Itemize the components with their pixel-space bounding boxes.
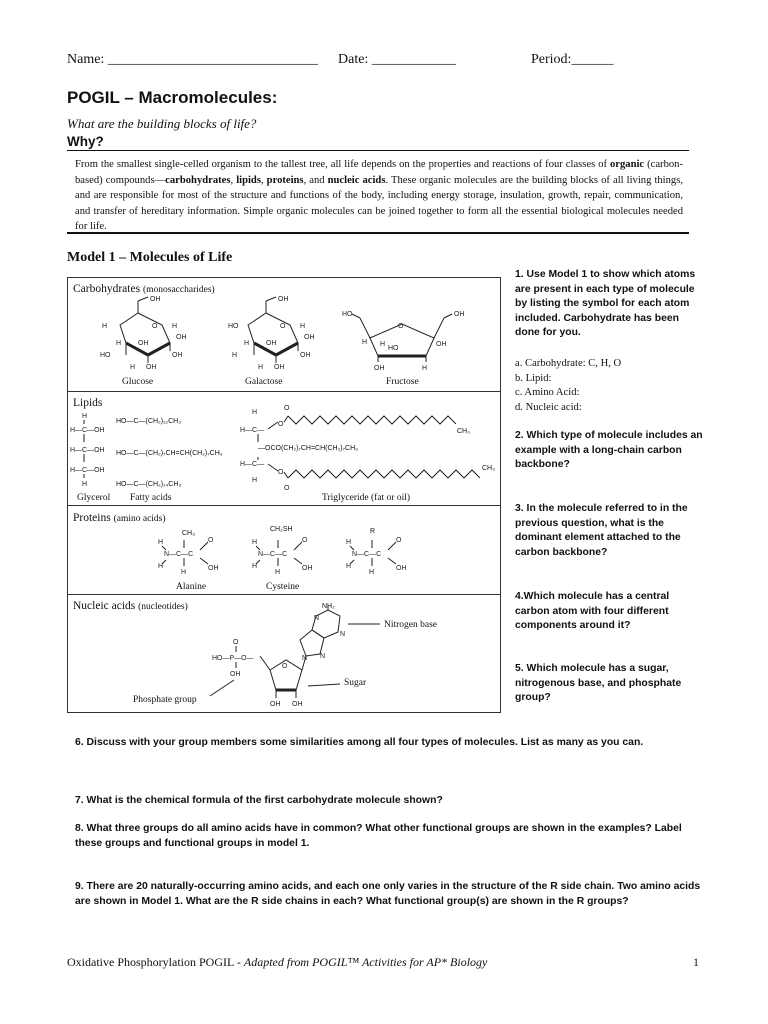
svg-text:O: O (284, 485, 290, 492)
triglyceride-ch3-top: CH₃ (457, 428, 470, 435)
svg-text:OH: OH (176, 334, 187, 341)
cysteine-structure (252, 530, 322, 578)
fatty-acid-1: HO—C—(CH₂)₁₂CH₃ (116, 418, 182, 425)
fatty-acid-3: HO—C—(CH₂)₁₄CH₃ (116, 481, 182, 488)
divider-nucleic (67, 594, 501, 595)
svg-text:H—C—OH: H—C—OH (70, 447, 105, 454)
svg-text:H: H (82, 413, 88, 420)
svg-text:H—C—: H—C— (240, 427, 265, 434)
svg-text:H: H (232, 352, 238, 359)
question-6: 6. Discuss with your group members some similarities among all four types of molecules. List as many as you can. (75, 737, 644, 748)
svg-text:H—C—OH: H—C—OH (70, 467, 105, 474)
svg-text:HO: HO (388, 345, 399, 352)
svg-text:OH: OH (300, 352, 311, 359)
svg-text:H: H (130, 364, 136, 371)
svg-text:N—C—C: N—C—C (164, 551, 194, 558)
question-1-options (515, 357, 703, 415)
svg-text:H: H (275, 569, 281, 576)
svg-text:O: O (233, 639, 239, 646)
intro-paragraph: From the smallest single-celled organism to the tallest tree, all life depends on the properties and reactions of four classes of organic (carbon-based) compounds—carbohydrates, lipids, proteins, and nucleic acids. These organic molecules are the building blocks of all living things, and are responsible for most of the structure and functions of the body, including energy storage, insulation, growth, repair, communication, and transfer of hereditary information. Simple organic molecules can be joined together to form all the essential biological molecules needed for life. (75, 159, 683, 232)
svg-text:N: N (320, 653, 326, 660)
svg-text:O: O (278, 421, 284, 428)
cysteine-side-chain: CH₂SH (270, 526, 293, 533)
date-field[interactable]: Date: ____________ (338, 52, 456, 67)
question-1: 1. Use Model 1 to show which atoms are present in each type of molecule by listing the symbol for each atom included. Carbohydrate has been done for you. (515, 269, 696, 339)
page-title: POGIL – Macromolecules: (67, 88, 278, 107)
svg-text:OH: OH (304, 334, 315, 341)
option-b: b. Lipid: (515, 372, 552, 384)
fatty-acid-2: HO—C—(CH₂)₇CH=CH(CH₂)₇CH₃ (116, 450, 223, 457)
divider-lipids (67, 391, 501, 392)
proteins-label: Proteins (amino acids) (73, 512, 166, 524)
svg-text:H: H (172, 323, 178, 330)
svg-text:OH: OH (150, 296, 161, 303)
question-5: 5. Which molecule has a sugar, nitrogenous base, and phosphate group? (515, 663, 682, 704)
alanine-caption: Alanine (176, 582, 207, 592)
svg-text:O: O (280, 323, 286, 330)
svg-text:O: O (396, 537, 402, 544)
svg-text:N—C—C: N—C—C (258, 551, 288, 558)
svg-text:H: H (300, 323, 306, 330)
glycerol-caption: Glycerol (77, 493, 111, 503)
svg-text:H: H (244, 340, 250, 347)
svg-text:N—C—C: N—C—C (352, 551, 382, 558)
question-3: 3. In the molecule referred to in the previous question, what is the dominant element attached to the carbon backbone? (515, 503, 688, 558)
svg-text:OH: OH (454, 311, 465, 318)
svg-text:OH: OH (172, 352, 183, 359)
page-number: 1 (693, 955, 699, 969)
question-9: 9. There are 20 naturally-occurring amino acids, and each one only varies in the structure of the R side chain. Two amino acids are shown in Model 1. What are the R side chains in each? What functional group(s) are shown in the R groups? (75, 881, 701, 907)
option-c: c. Amino Acid: (515, 387, 580, 399)
svg-text:H: H (369, 569, 375, 576)
option-a: a. Carbohydrate: C, H, O (515, 358, 622, 369)
svg-text:N: N (314, 615, 320, 622)
nh2-label: NH₂ (322, 603, 335, 610)
generic-r-group: R (370, 528, 376, 535)
svg-text:OH: OH (278, 296, 289, 303)
why-heading: Why? (67, 134, 104, 149)
carbohydrates-label: Carbohydrates (monosaccharides) (73, 283, 215, 295)
svg-text:N: N (302, 655, 308, 662)
alanine-structure (158, 530, 228, 578)
svg-text:H: H (422, 365, 428, 372)
svg-text:H: H (252, 539, 258, 546)
svg-text:HO: HO (228, 323, 239, 330)
name-field[interactable]: Name: ______________________________ (67, 52, 318, 67)
svg-text:OH: OH (208, 565, 219, 572)
option-d: d. Nucleic acid: (515, 401, 582, 413)
question-8: 8. What three groups do all amino acids have in common? What other functional groups are shown in the examples? Label these groups and functional groups in model 1. (75, 823, 682, 849)
nucleotide-structure (210, 610, 390, 710)
svg-text:H: H (346, 563, 352, 570)
svg-text:N: N (340, 631, 346, 638)
triglyceride-caption: Triglyceride (fat or oil) (322, 493, 411, 503)
svg-text:OH: OH (266, 340, 277, 347)
phosphate-group-label: Phosphate group (133, 695, 197, 705)
glycerol-structure (70, 412, 110, 492)
galactose-caption: Galactose (245, 377, 283, 387)
svg-text:O: O (208, 537, 214, 544)
generic-amino-acid-structure (346, 530, 416, 578)
nucleic-acids-label: Nucleic acids (nucleotides) (73, 600, 188, 612)
model-title: Model 1 – Molecules of Life (67, 250, 233, 265)
svg-text:OH: OH (146, 364, 157, 371)
svg-text:OH: OH (374, 365, 385, 372)
page-subtitle: What are the building blocks of life? (67, 116, 257, 131)
svg-text:H—C—OH: H—C—OH (70, 427, 105, 434)
nitrogen-base-label: Nitrogen base (384, 620, 438, 630)
svg-text:O: O (282, 663, 288, 670)
svg-text:H: H (102, 323, 108, 330)
lipids-label: Lipids (73, 397, 103, 409)
intro-bottom-rule (67, 232, 689, 234)
svg-text:OH: OH (302, 565, 313, 572)
svg-text:H: H (82, 481, 88, 488)
triglyceride-middle-chain: —OCO(CH₂)₇CH=CH(CH₂)₇CH₃ (258, 445, 359, 452)
svg-text:H: H (252, 563, 258, 570)
svg-text:O: O (284, 405, 290, 412)
svg-text:H: H (362, 339, 368, 346)
svg-text:H—C—: H—C— (240, 461, 265, 468)
sugar-label: Sugar (344, 678, 367, 688)
svg-text:OH: OH (270, 701, 281, 708)
alanine-side-chain: CH₃ (182, 530, 195, 537)
question-2: 2. Which type of molecule includes an example with a long-chain carbon backbone? (515, 430, 703, 471)
svg-text:H: H (252, 409, 258, 416)
period-field[interactable]: Period:______ (531, 52, 614, 67)
svg-text:H: H (116, 340, 122, 347)
svg-text:H: H (181, 569, 187, 576)
svg-text:O: O (302, 537, 308, 544)
fructose-caption: Fructose (386, 377, 419, 387)
fatty-acids-caption: Fatty acids (130, 493, 172, 503)
svg-text:O: O (278, 469, 284, 476)
cysteine-caption: Cysteine (266, 582, 300, 592)
svg-text:OH: OH (292, 701, 303, 708)
galactose-structure (228, 295, 318, 375)
question-4: 4.Which molecule has a central carbon atom with four different components around it? (515, 591, 670, 632)
svg-text:HO: HO (342, 311, 353, 318)
top-rule (67, 150, 689, 151)
footer-text: Oxidative Phosphorylation POGIL - Adapted from POGIL™ Activities for AP* Biology (67, 955, 488, 969)
triglyceride-ch3-bottom: CH₃ (482, 465, 495, 472)
svg-text:OH: OH (138, 340, 149, 347)
svg-text:O: O (398, 323, 404, 330)
svg-text:OH: OH (436, 341, 447, 348)
fructose-structure (340, 298, 470, 378)
svg-text:OH: OH (274, 364, 285, 371)
svg-text:H: H (380, 341, 386, 348)
svg-text:HO: HO (100, 352, 111, 359)
svg-text:H: H (158, 563, 164, 570)
svg-text:H: H (252, 477, 258, 484)
glucose-caption: Glucose (122, 377, 154, 387)
svg-text:HO—P—O—: HO—P—O— (212, 655, 254, 662)
divider-proteins (67, 505, 501, 506)
svg-text:H: H (158, 539, 164, 546)
svg-text:OH: OH (396, 565, 407, 572)
question-7: 7. What is the chemical formula of the first carbohydrate molecule shown? (75, 795, 443, 806)
svg-text:O: O (152, 323, 158, 330)
svg-text:H: H (258, 364, 264, 371)
svg-text:H: H (346, 539, 352, 546)
svg-text:OH: OH (230, 671, 241, 678)
glucose-structure (100, 295, 190, 375)
